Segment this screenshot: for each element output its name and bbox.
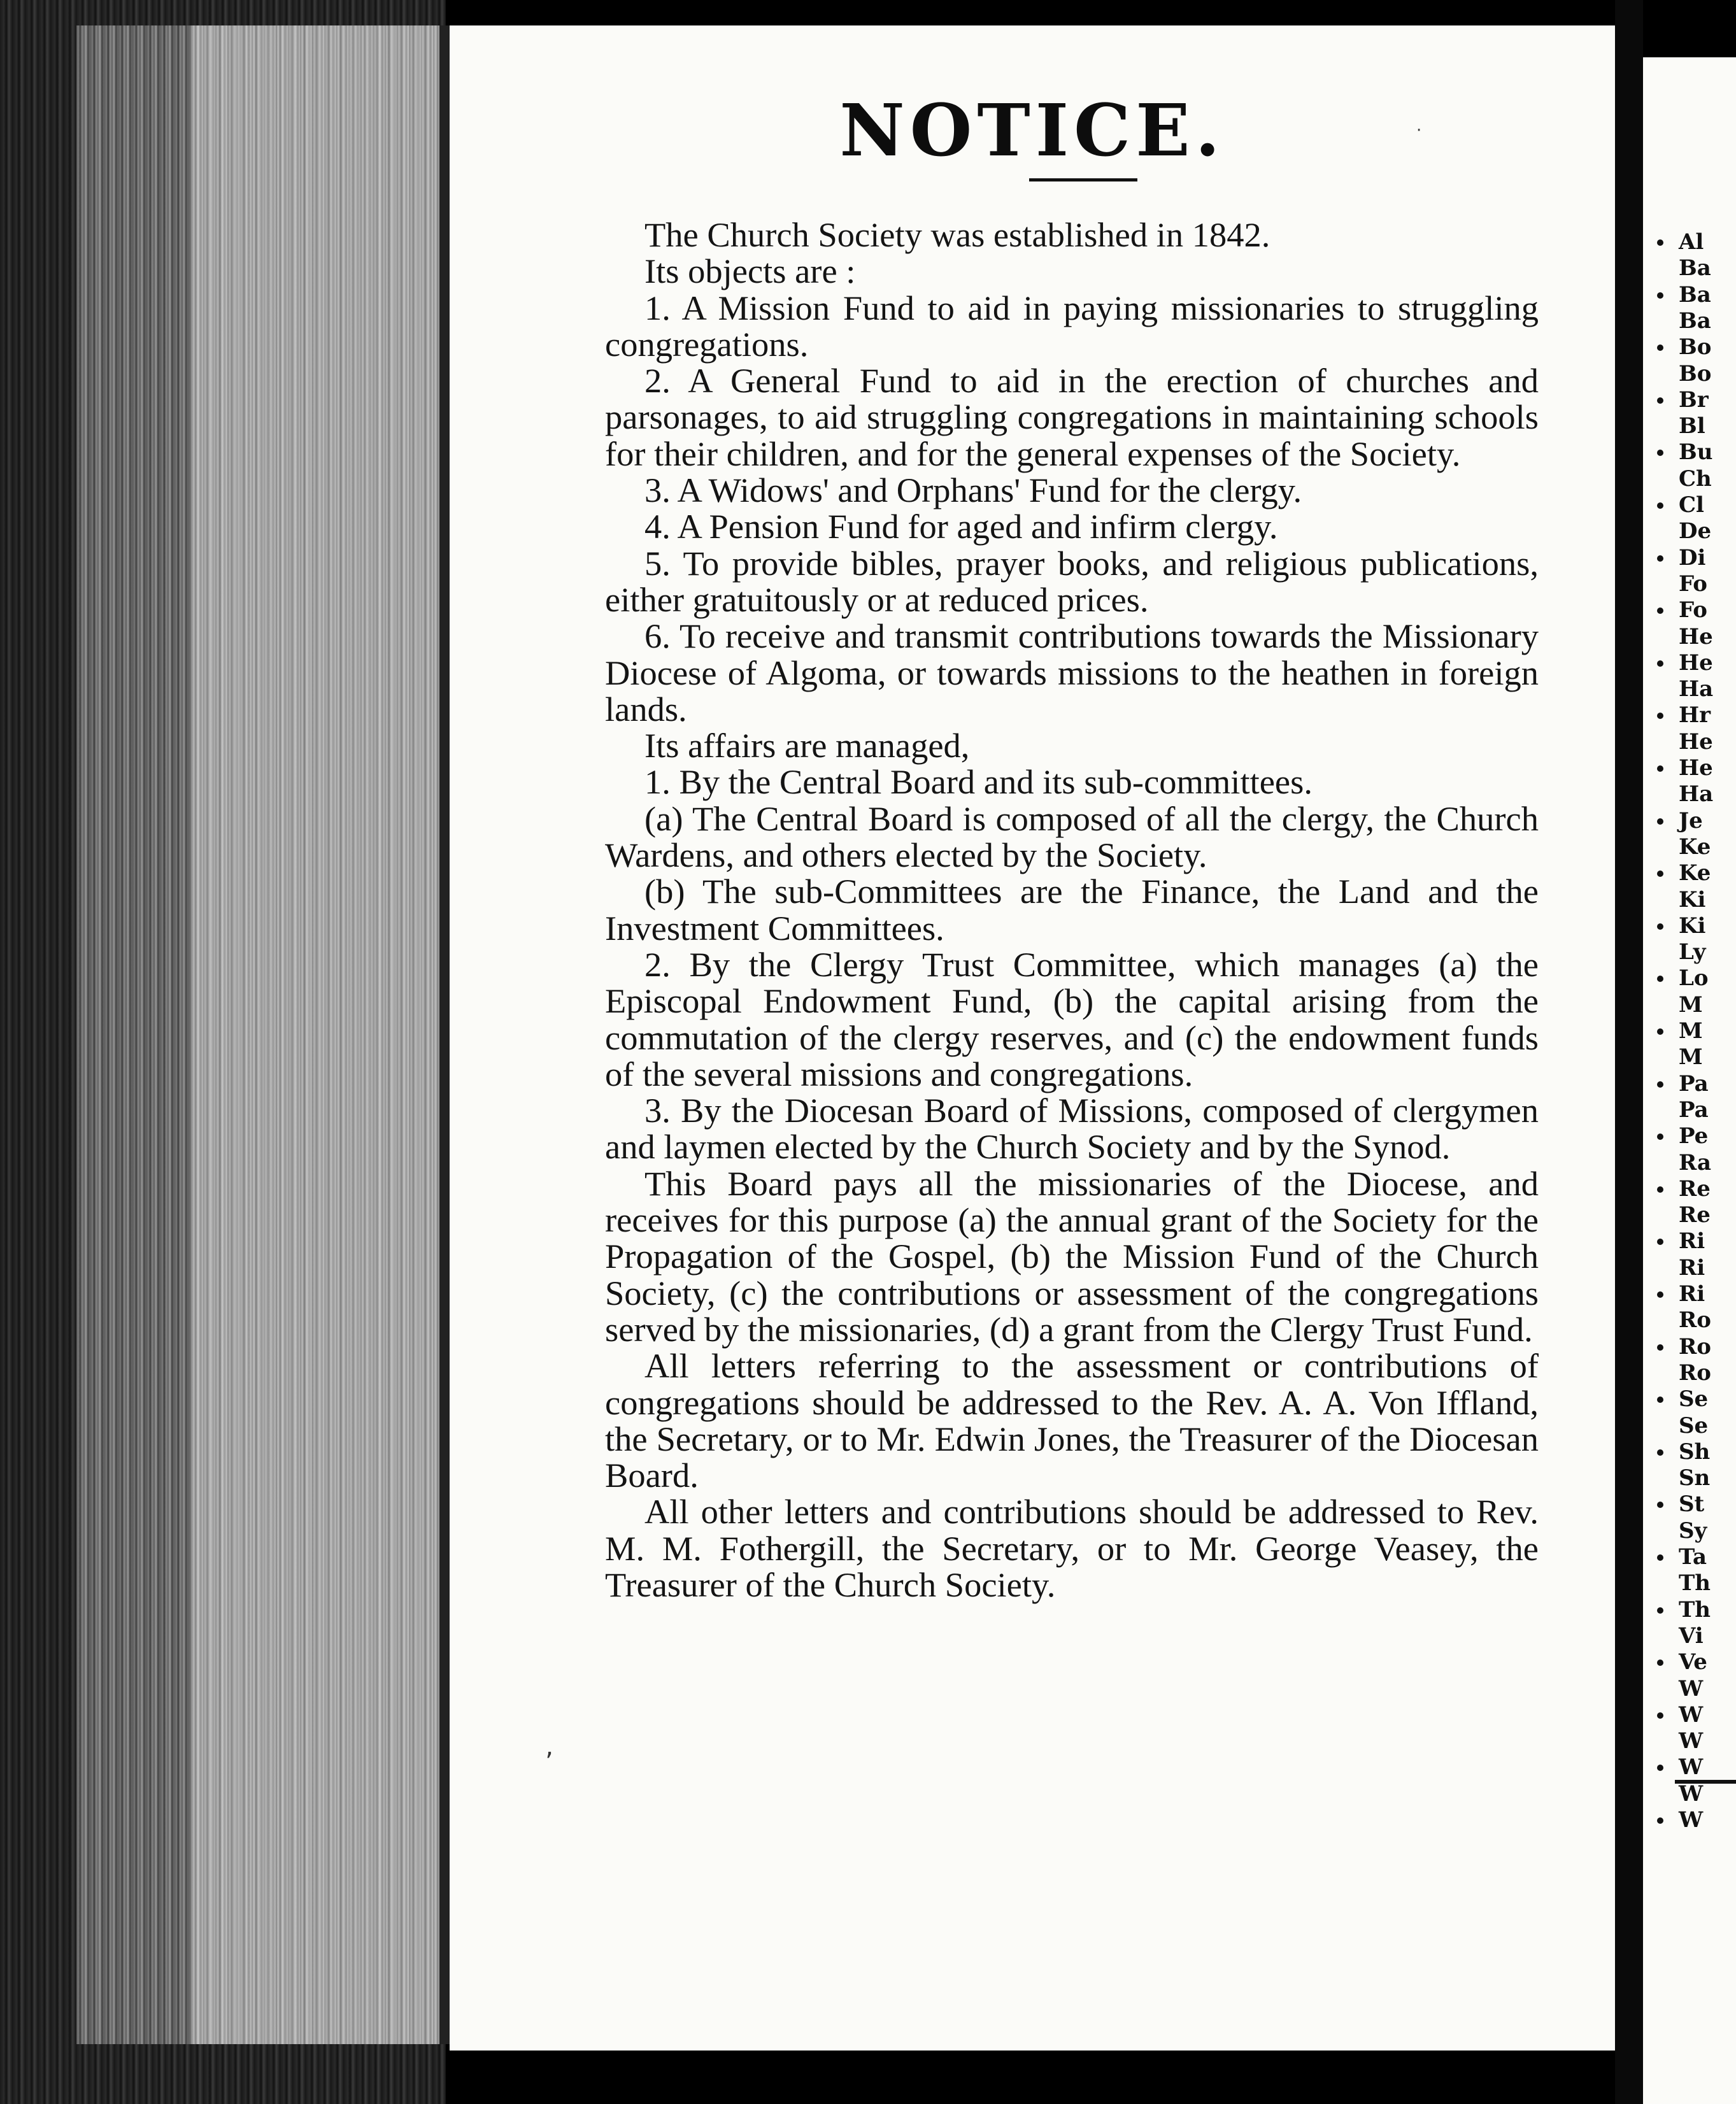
notice-page: [450, 25, 1615, 2051]
adjacent-page-fragment-text: Ke: [1679, 860, 1711, 886]
adjacent-page-fragment-text: Ch: [1679, 466, 1712, 492]
adjacent-page-mark: [1657, 1660, 1663, 1666]
paragraph-central-board: 1. By the Central Board and its sub-committees.: [644, 762, 1313, 802]
adjacent-page-mark: [1657, 871, 1663, 877]
adjacent-page-mark: [1657, 1817, 1663, 1824]
title-rule: [1029, 178, 1137, 181]
adjacent-page-mark: [1657, 765, 1663, 772]
paragraph-clergy-trust: 2. By the Clergy Trust Committee, which manages (a) the Episcopal Endowment Fund, (b) the capital arising from the commutation of the clergy reserves, and (c) the endowment funds of the several missions and congregations.: [605, 944, 1539, 1093]
adjacent-page-fragment-text: Pa: [1679, 1070, 1709, 1097]
adjacent-page-fragment-text: Bo: [1679, 360, 1712, 387]
adjacent-page-fragment-text: Ha: [1679, 676, 1714, 702]
adjacent-page-fragment-text: W: [1679, 1754, 1704, 1781]
adjacent-page-fragment-text: Fo: [1679, 597, 1707, 623]
adjacent-page-fragment-text: Vi: [1679, 1623, 1704, 1649]
paragraph-diocesan-board: 3. By the Diocesan Board of Missions, composed of clergymen and laymen elected by the Church Society and by the Synod.: [605, 1091, 1539, 1167]
adjacent-page-fragment-text: Ha: [1679, 781, 1714, 807]
adjacent-page-mark: [1657, 1239, 1663, 1245]
adjacent-page-mark: [1657, 608, 1663, 614]
adjacent-page-fragment-text: He: [1679, 650, 1713, 676]
adjacent-page-mark: [1657, 713, 1663, 719]
adjacent-page-mark: [1657, 660, 1663, 667]
adjacent-page-mark: [1657, 1397, 1663, 1403]
adjacent-page-fragment-text: M: [1679, 992, 1703, 1018]
paragraph-object-3: 3. A Widows' and Orphans' Fund for the clergy.: [644, 471, 1302, 510]
adjacent-page-fragment-text: Ri: [1679, 1255, 1705, 1281]
adjacent-page-fragment-text: W: [1679, 1807, 1704, 1833]
adjacent-page-fragment-text: Ra: [1679, 1149, 1712, 1176]
adjacent-page-fragment-text: Lo: [1679, 965, 1709, 992]
notice-body: [605, 217, 1539, 1603]
adjacent-page-mark: [1657, 1291, 1663, 1298]
adjacent-page-mark: [1657, 1186, 1663, 1193]
adjacent-page-fragment-text: Ba: [1679, 281, 1711, 308]
adjacent-page-mark: [1657, 345, 1663, 351]
adjacent-page-mark: [1657, 1449, 1663, 1456]
adjacent-page-fragment-text: Bu: [1679, 439, 1713, 466]
adjacent-page-fragment-text: Ki: [1679, 886, 1706, 913]
adjacent-page-fragment-text: M: [1679, 1044, 1703, 1070]
adjacent-page-fragment-text: M: [1679, 1018, 1703, 1044]
adjacent-page-mark: [1657, 1502, 1663, 1508]
adjacent-page-mark: [1657, 292, 1663, 299]
right-gutter: [1615, 0, 1643, 2104]
paragraph-object-4: 4. A Pension Fund for aged and infirm clergy.: [644, 507, 1278, 546]
adjacent-page-fragment-text: W: [1679, 1675, 1704, 1702]
adjacent-page-fragment-text: He: [1679, 755, 1713, 781]
adjacent-page-fragment-text: Ly: [1679, 939, 1706, 965]
adjacent-page-fragment-text: Ki: [1679, 913, 1706, 939]
adjacent-page-fragment-text: St: [1679, 1491, 1705, 1518]
page-title: NOTICE.: [839, 89, 1225, 173]
adjacent-page-mark: [1657, 555, 1663, 562]
adjacent-page-mark: [1657, 818, 1663, 825]
adjacent-page-fragment-text: Al: [1679, 229, 1704, 255]
adjacent-page-mark: [1657, 1134, 1663, 1140]
page-stack-highlight: [191, 25, 439, 2044]
adjacent-page-fragment-text: Re: [1679, 1176, 1711, 1202]
adjacent-page-fragment-text: Hr: [1679, 702, 1711, 729]
adjacent-page-mark: [1657, 1554, 1663, 1561]
adjacent-page-mark: [1657, 1028, 1663, 1035]
adjacent-page-fragment-text: Bl: [1679, 413, 1705, 439]
adjacent-page-fragment-text: Di: [1679, 544, 1706, 571]
stray-mark: ‚: [545, 1732, 553, 1761]
adjacent-page-fragment-text: Sh: [1679, 1439, 1711, 1465]
adjacent-page-fragment-text: Sn: [1679, 1465, 1711, 1491]
adjacent-page-fragment-text: Re: [1679, 1202, 1711, 1228]
adjacent-page-fragment-text: Ro: [1679, 1333, 1711, 1360]
adjacent-page-mark: [1657, 450, 1663, 456]
adjacent-page-mark: [1657, 502, 1663, 509]
adjacent-page-fragment-text: Ba: [1679, 255, 1711, 281]
paragraph-central-board-b: (b) The sub-Committees are the Finance, the Land and the Investment Committees.: [605, 872, 1539, 948]
adjacent-page-fragment-text: Je: [1679, 807, 1703, 834]
adjacent-page-fragment-text: Pe: [1679, 1123, 1709, 1149]
paragraph-central-board-a: (a) The Central Board is composed of all the clergy, the Church Wardens, and others elected by the Society.: [605, 799, 1539, 875]
paragraph-letters-assessment: All letters referring to the assessment or contributions of congregations should be addressed to the Rev. A. A. Von Iffland, the Secretary, or to Mr. Edwin Jones, the Treasurer of the Diocesan Board.: [605, 1346, 1539, 1495]
adjacent-page-mark: [1657, 1081, 1663, 1088]
paragraph-object-5: 5. To provide bibles, prayer books, and religious publications, either gratuitously or at reduced prices.: [605, 543, 1539, 619]
adjacent-page-fragment-text: He: [1679, 729, 1713, 755]
adjacent-page-fragment-text: Ro: [1679, 1307, 1711, 1333]
adjacent-page-mark: [1657, 923, 1663, 930]
adjacent-page-fragment-text: Ke: [1679, 834, 1711, 860]
adjacent-page-fragment-text: Ro: [1679, 1360, 1711, 1386]
adjacent-page-fragment-text: Ba: [1679, 308, 1711, 334]
adjacent-page-mark: [1657, 397, 1663, 404]
paragraph-established: The Church Society was established in 1842.: [644, 215, 1270, 254]
adjacent-page-fragment-text: W: [1679, 1728, 1704, 1754]
paragraph-board-pays: This Board pays all the missionaries of the Diocese, and receives for this purpose (a) the annual grant of the Society for the Propagation of the Gospel, (b) the Mission Fund of the Church Society, (c) the contributions or assessment of the congregations served by the missionaries, (d) a grant from the Clergy Trust Fund.: [605, 1163, 1539, 1349]
adjacent-page-fragment-text: De: [1679, 518, 1712, 544]
adjacent-page-fragment-text: Br: [1679, 387, 1709, 413]
adjacent-page-mark: [1657, 976, 1663, 982]
adjacent-page-fragment-text: Se: [1679, 1386, 1709, 1412]
adjacent-page-mark: [1657, 239, 1663, 246]
paragraph-object-1: 1. A Mission Fund to aid in paying missionaries to struggling congregations.: [605, 288, 1539, 364]
adjacent-page-fragment-text: Sy: [1679, 1518, 1707, 1544]
paragraph-object-2: 2. A General Fund to aid in the erection of churches and parsonages, to aid struggling congregations in maintaining schools for their children, and for the general expenses of the Society.: [605, 361, 1539, 473]
adjacent-page-fragment-text: Ve: [1679, 1649, 1707, 1675]
paragraph-objects-heading: Its objects are :: [644, 252, 856, 291]
adjacent-page-fragment-text: Fo: [1679, 571, 1707, 597]
adjacent-page-mark: [1657, 1712, 1663, 1719]
adjacent-page-fragment-text: Th: [1679, 1570, 1711, 1596]
paragraph-object-6: 6. To receive and transmit contributions towards the Missionary Diocese of Algoma, or towards missions to the heathen in foreign lands.: [605, 616, 1539, 729]
adjacent-page-fragment-text: W: [1679, 1702, 1704, 1728]
adjacent-page-fragment: [1643, 57, 1736, 2104]
adjacent-page-fragment-text: Ri: [1679, 1281, 1705, 1307]
adjacent-page-fragment-text: Bo: [1679, 334, 1712, 360]
adjacent-page-fragment-text: Ri: [1679, 1228, 1705, 1255]
adjacent-page-mark: [1657, 1765, 1663, 1771]
adjacent-page-fragment-text: W: [1679, 1781, 1704, 1807]
adjacent-page-fragment-text: Pa: [1679, 1097, 1709, 1123]
paragraph-letters-other: All other letters and contributions should be addressed to Rev. M. M. Fothergill, the Secretary, or to Mr. George Veasey, the Treasurer of the Church Society.: [605, 1492, 1539, 1604]
adjacent-page-fragment-text: Th: [1679, 1596, 1711, 1623]
stray-mark: ·: [1416, 121, 1422, 140]
adjacent-page-fragment-text: Se: [1679, 1412, 1709, 1439]
paragraph-affairs-heading: Its affairs are managed,: [644, 726, 970, 765]
adjacent-page-mark: [1657, 1607, 1663, 1614]
adjacent-page-mark: [1657, 1344, 1663, 1351]
adjacent-page-fragment-text: Cl: [1679, 492, 1704, 518]
adjacent-page-fragment-text: Ta: [1679, 1544, 1707, 1570]
adjacent-page-fragment-text: He: [1679, 623, 1713, 650]
